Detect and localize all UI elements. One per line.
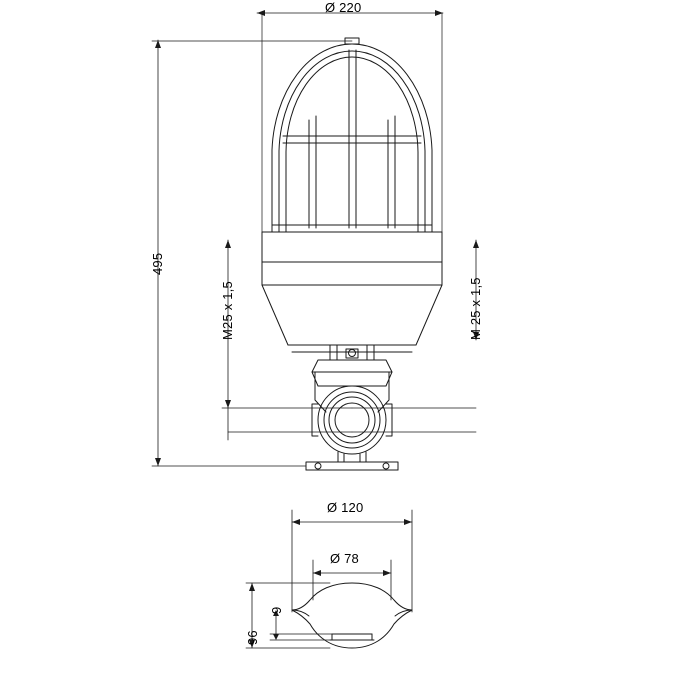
dim-label-dia220: Ø 220 bbox=[325, 0, 362, 15]
dim-label-slot9: 9 bbox=[269, 606, 284, 614]
dim-slot9 bbox=[270, 610, 332, 640]
dim-dia78 bbox=[313, 560, 391, 600]
housing-group bbox=[262, 232, 442, 352]
dim-label-dia120: Ø 120 bbox=[327, 500, 364, 515]
dim-label-width96: 96 bbox=[245, 630, 260, 645]
dim-label-height495: 495 bbox=[150, 252, 165, 275]
dim-thread-left bbox=[222, 240, 352, 440]
dim-label-thread-right: M 25 x 1,5 bbox=[468, 277, 483, 340]
lens-cage-group bbox=[272, 38, 432, 232]
bracket-group bbox=[306, 345, 398, 470]
dim-label-thread-left: M25 x 1,5 bbox=[220, 281, 235, 340]
dim-height495 bbox=[152, 40, 352, 466]
dim-thread-right bbox=[352, 240, 479, 432]
bottom-plan-group bbox=[292, 583, 412, 648]
dim-dia220 bbox=[257, 10, 443, 232]
dim-label-dia78: Ø 78 bbox=[330, 551, 359, 566]
